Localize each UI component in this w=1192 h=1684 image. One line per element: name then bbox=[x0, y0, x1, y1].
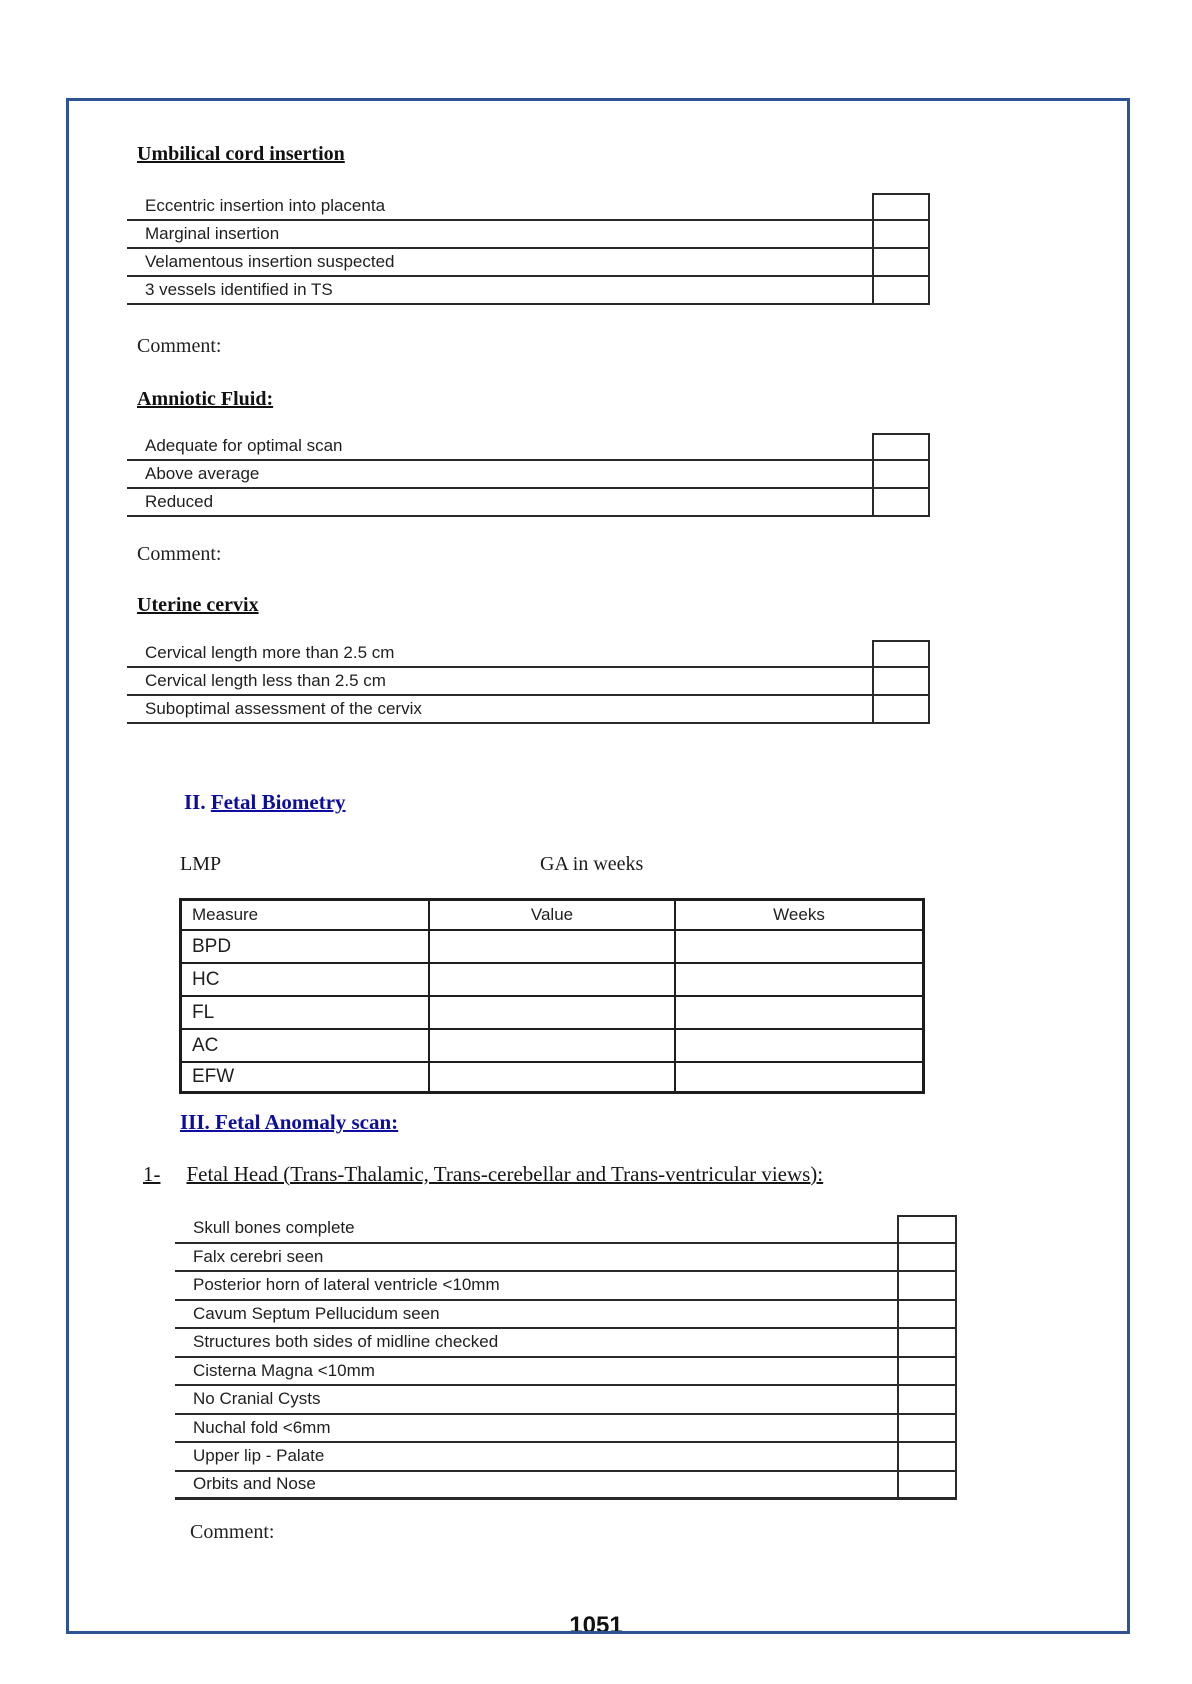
checklist-row bbox=[127, 433, 930, 461]
measure-label: AC bbox=[182, 1030, 430, 1061]
comment-label-fetal-head: Comment: bbox=[190, 1521, 275, 1543]
section-numeral: II. bbox=[184, 790, 206, 814]
checkbox-cell[interactable] bbox=[897, 1415, 957, 1442]
checklist-item-label: Adequate for optimal scan bbox=[145, 436, 343, 455]
comment-label-amniotic: Comment: bbox=[137, 543, 222, 565]
checklist-item-label: Structures both sides of midline checked bbox=[193, 1332, 499, 1352]
item-title: Fetal Head (Trans-Thalamic, Trans-cerebellar and Trans-ventricular views): bbox=[186, 1162, 824, 1186]
checklist-item-label: Cervical length less than 2.5 cm bbox=[145, 671, 386, 690]
value-cell[interactable] bbox=[430, 997, 676, 1028]
checklist-row bbox=[175, 1358, 957, 1387]
checklist-row bbox=[127, 277, 930, 305]
section-heading-fetal-biometry bbox=[184, 790, 346, 815]
checkbox-cell[interactable] bbox=[897, 1386, 957, 1413]
checklist-item-label: No Cranial Cysts bbox=[193, 1389, 321, 1409]
column-header-value: Value bbox=[430, 901, 676, 929]
checkbox-cell[interactable] bbox=[897, 1244, 957, 1271]
checkbox-cell[interactable] bbox=[872, 277, 930, 303]
umbilical-checklist-table bbox=[127, 193, 930, 305]
weeks-cell[interactable] bbox=[676, 1063, 922, 1091]
measure-label: HC bbox=[182, 964, 430, 995]
checklist-row bbox=[175, 1244, 957, 1273]
comment-label-umbilical: Comment: bbox=[137, 335, 222, 357]
section-heading-umbilical-cord-insertion: Umbilical cord insertion bbox=[137, 143, 345, 165]
section-heading-fetal-anomaly-scan bbox=[180, 1110, 398, 1135]
checklist-item-label: Skull bones complete bbox=[193, 1218, 355, 1238]
weeks-cell[interactable] bbox=[676, 1030, 922, 1061]
checkbox-cell[interactable] bbox=[897, 1329, 957, 1356]
checklist-item-label: Posterior horn of lateral ventricle <10mm bbox=[193, 1275, 500, 1295]
section-heading-amniotic-fluid: Amniotic Fluid: bbox=[137, 388, 274, 410]
checkbox-cell[interactable] bbox=[872, 461, 930, 487]
biometry-header-row bbox=[182, 901, 922, 931]
measure-label: BPD bbox=[182, 931, 430, 962]
checklist-row bbox=[175, 1272, 957, 1301]
checkbox-cell[interactable] bbox=[897, 1272, 957, 1299]
checklist-row bbox=[127, 489, 930, 517]
checklist-row bbox=[127, 193, 930, 221]
checklist-item-label: Marginal insertion bbox=[145, 224, 280, 243]
checklist-item-label: Above average bbox=[145, 464, 260, 483]
checklist-item-label: Cisterna Magna <10mm bbox=[193, 1360, 375, 1380]
section-heading-uterine-cervix: Uterine cervix bbox=[137, 594, 259, 616]
checklist-row bbox=[175, 1443, 957, 1472]
checkbox-cell[interactable] bbox=[897, 1301, 957, 1328]
column-header-measure: Measure bbox=[182, 901, 430, 929]
biometry-row bbox=[182, 997, 922, 1030]
biometry-row bbox=[182, 1030, 922, 1063]
checkbox-cell[interactable] bbox=[872, 668, 930, 694]
checklist-item-label: Velamentous insertion suspected bbox=[145, 252, 395, 271]
value-cell[interactable] bbox=[430, 931, 676, 962]
weeks-cell[interactable] bbox=[676, 964, 922, 995]
amniotic-checklist-table bbox=[127, 433, 930, 517]
section-title: III. Fetal Anomaly scan: bbox=[180, 1110, 399, 1134]
checklist-item-label: Cavum Septum Pellucidum seen bbox=[193, 1303, 440, 1323]
checklist-row bbox=[127, 668, 930, 696]
cervix-checklist-table bbox=[127, 640, 930, 724]
fetal-head-subheading bbox=[143, 1162, 823, 1187]
checklist-item-label: Suboptimal assessment of the cervix bbox=[145, 699, 422, 718]
checklist-item-label: Falx cerebri seen bbox=[193, 1246, 324, 1266]
checklist-row bbox=[175, 1329, 957, 1358]
checklist-item-label: Nuchal fold <6mm bbox=[193, 1417, 331, 1437]
checkbox-cell[interactable] bbox=[872, 249, 930, 275]
checklist-row bbox=[127, 221, 930, 249]
checklist-row bbox=[175, 1415, 957, 1444]
biometry-row bbox=[182, 931, 922, 964]
checkbox-cell[interactable] bbox=[897, 1472, 957, 1498]
checklist-row bbox=[175, 1215, 957, 1244]
lmp-label: LMP bbox=[180, 853, 222, 875]
checklist-row bbox=[175, 1472, 957, 1501]
checkbox-cell[interactable] bbox=[897, 1215, 957, 1242]
checklist-item-label: 3 vessels identified in TS bbox=[145, 280, 333, 299]
biometry-table bbox=[179, 898, 925, 1094]
value-cell[interactable] bbox=[430, 1063, 676, 1091]
checklist-row bbox=[127, 640, 930, 668]
checklist-row bbox=[127, 461, 930, 489]
page-number: 1051 bbox=[569, 1612, 623, 1639]
checklist-item-label: Upper lip - Palate bbox=[193, 1446, 325, 1466]
section-title: Fetal Biometry bbox=[210, 790, 346, 814]
checklist-item-label: Cervical length more than 2.5 cm bbox=[145, 643, 395, 662]
checklist-row bbox=[127, 696, 930, 724]
fetal-head-checklist-table bbox=[175, 1215, 957, 1500]
checklist-row bbox=[175, 1386, 957, 1415]
checklist-item-label: Reduced bbox=[145, 492, 214, 511]
biometry-row bbox=[182, 1063, 922, 1091]
checkbox-cell[interactable] bbox=[897, 1358, 957, 1385]
checkbox-cell[interactable] bbox=[872, 193, 930, 219]
measure-label: EFW bbox=[182, 1063, 430, 1091]
value-cell[interactable] bbox=[430, 1030, 676, 1061]
weeks-cell[interactable] bbox=[676, 997, 922, 1028]
column-header-weeks: Weeks bbox=[773, 905, 825, 924]
checklist-item-label: Eccentric insertion into placenta bbox=[145, 196, 386, 215]
checkbox-cell[interactable] bbox=[872, 489, 930, 515]
biometry-row bbox=[182, 964, 922, 997]
checkbox-cell[interactable] bbox=[897, 1443, 957, 1470]
checklist-row bbox=[127, 249, 930, 277]
checkbox-cell[interactable] bbox=[872, 221, 930, 247]
checkbox-cell[interactable] bbox=[872, 640, 930, 666]
measure-label: FL bbox=[182, 997, 430, 1028]
value-cell[interactable] bbox=[430, 964, 676, 995]
checkbox-cell[interactable] bbox=[872, 696, 930, 722]
item-number: 1- bbox=[143, 1162, 161, 1186]
checklist-item-label: Orbits and Nose bbox=[193, 1474, 316, 1494]
checklist-row bbox=[175, 1301, 957, 1330]
ga-in-weeks-label: GA in weeks bbox=[540, 853, 644, 875]
weeks-cell[interactable] bbox=[676, 931, 922, 962]
checkbox-cell[interactable] bbox=[872, 433, 930, 459]
